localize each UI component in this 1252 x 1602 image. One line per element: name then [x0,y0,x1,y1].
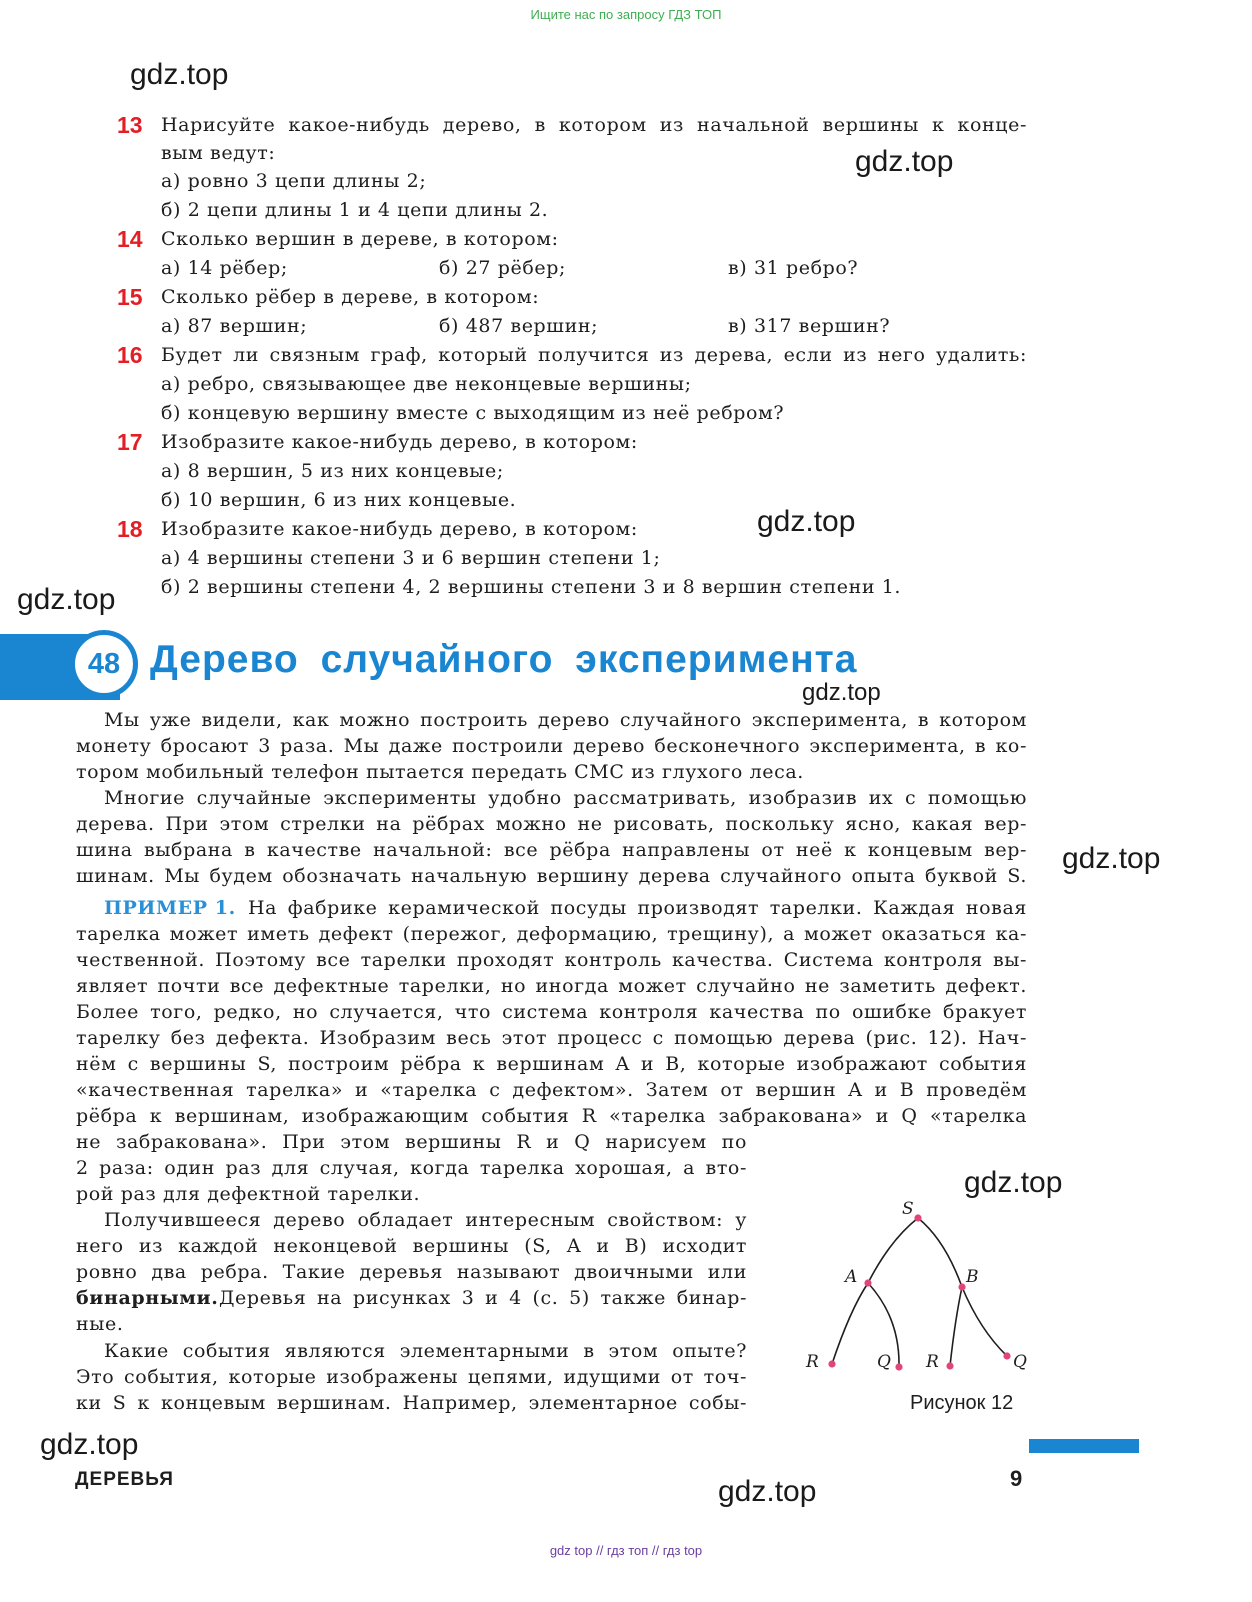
body-line: не забракована». При этом вершины R и Q нарисуем по [76,1131,747,1153]
tree-diagram [790,1190,1050,1390]
label-q2: Q [1013,1352,1027,1372]
watermark: gdz.top [17,583,116,616]
exercise-text: вым ведут: [161,142,276,164]
edge-a-r [832,1283,868,1364]
example-label: ПРИМЕР 1. [104,897,236,919]
exercise-item: а) ровно 3 цепи длины 2; [161,170,427,192]
exercise-item: б) 487 вершин; [439,315,599,337]
watermark: gdz.top [130,58,229,91]
body-line: Какие события являются элементарными в этом опыте? [104,1340,747,1362]
section-number: 48 [70,630,138,698]
watermark: gdz.top [1062,842,1161,875]
exercise-item: а) 87 вершин; [161,315,308,337]
watermark: gdz.top [40,1428,139,1461]
body-line: Это события, которые изображены цепями, идущими от точ- [76,1366,747,1388]
body-line: «качественная тарелка» и «тарелка с дефектом». Затем от вершин A и B проведём [76,1079,1027,1101]
body-line: тарелку без дефекта. Изобразим весь этот процесс с помощью дерева (рис. 12). Нач- [76,1027,1027,1049]
label-q1: Q [877,1352,891,1372]
body-line: Более того, редко, но случается, что система контроля качества по ошибке бракует [76,1001,1027,1023]
exercise-item: а) 4 вершины степени 3 и 6 вершин степени 1; [161,547,661,569]
body-line: Мы уже видели, как можно построить дерево случайного эксперимента, в котором [104,709,1027,731]
top-search-banner: Ищите нас по запросу ГДЗ ТОП [530,7,722,22]
exercise-item: б) концевую вершину вместе с выходящим из неё ребром? [161,402,785,424]
body-line: дерева. При этом стрелки на рёбрах можно не рисовать, поскольку ясно, какая вер- [76,813,1027,835]
body-line: него из каждой неконцевой вершины (S, A и B) исходит [76,1235,747,1257]
body-line: 2 раза: один раз для случая, когда тарелка хорошая, а вто- [76,1157,747,1179]
exercise-text: Изобразите какое-нибудь дерево, в котором: [161,431,638,453]
label-r1: R [806,1352,819,1372]
body-line: нём с вершины S, построим рёбра к вершинам A и B, которые изображают события [76,1053,1027,1075]
watermark: gdz.top [718,1475,817,1508]
exercise-item: а) 14 рёбер; [161,257,288,279]
vertex-s [914,1214,921,1221]
body-line: тором мобильный телефон пытается передать СМС из глухого леса. [76,761,804,783]
exercise-item: в) 317 вершин? [728,315,891,337]
body-line: монету бросают 3 раза. Мы даже построили дерево бесконечного эксперимента, в ко- [76,735,1027,757]
label-s: S [902,1199,914,1219]
vertex-q1 [895,1363,902,1370]
body-line: ные. [76,1313,124,1335]
exercise-item: а) ребро, связывающее две неконцевые вершины; [161,373,692,395]
exercise-item: б) 27 рёбер; [439,257,566,279]
bottom-banner: gdz top // гдз топ // гдз top [549,1543,703,1558]
exercise-item: б) 2 цепи длины 1 и 4 цепи длины 2. [161,199,549,221]
footer-bar [1029,1439,1139,1453]
body-line: чественной. Поэтому все тарелки проходят контроль качества. Система контроля вы- [76,949,1027,971]
body-line: являет почти все дефектные тарелки, но иногда может случайно не заметить дефект. [76,975,1027,997]
vertex-a [864,1279,871,1286]
edge-b-q [962,1287,1007,1356]
label-b: B [966,1267,979,1287]
exercise-text: Сколько рёбер в дереве, в котором: [161,286,540,308]
exercise-item: б) 2 вершины степени 4, 2 вершины степени 3 и 8 вершин степени 1. [161,576,902,598]
exercise-text: Нарисуйте какое-нибудь дерево, в котором из начальной вершины к конце- [161,114,1027,136]
figure-caption: Рисунок 12 [910,1392,1014,1414]
body-line: Получившееся дерево обладает интересным свойством: у [104,1209,747,1231]
exercise-item: а) 8 вершин, 5 из них концевые; [161,460,504,482]
body-line: На фабрике керамической посуды производят тарелки. Каждая новая [248,897,1027,919]
exercise-number: 15 [117,284,143,310]
watermark: gdz.top [855,145,954,178]
body-line: шина выбрана в качестве начальной: все рёбра направлены от неё к концевым вер- [76,839,1027,861]
body-line: ровно два ребра. Такие деревья называют двоичными или [76,1261,747,1283]
edge-b-r [950,1287,962,1366]
exercise-number: 13 [117,112,143,138]
exercise-text: Сколько вершин в дереве, в котором: [161,228,559,250]
vertex-r1 [828,1360,835,1367]
label-a: A [845,1267,858,1287]
watermark: gdz.top [802,679,881,706]
body-line: тарелка может иметь дефект (пережог, деформацию, трещину), а может оказаться ка- [76,923,1027,945]
vertex-q2 [1003,1352,1010,1359]
footer-chapter-title: ДЕРЕВЬЯ [75,1469,174,1490]
exercise-text: Будет ли связным граф, который получится из дерева, если из него удалить: [161,344,1027,366]
body-line: рой раз для дефектной тарелки. [76,1183,421,1205]
page-number: 9 [1010,1466,1023,1491]
vertex-b [958,1283,965,1290]
body-line: Деревья на рисунках 3 и 4 (с. 5) также бинар- [219,1287,747,1309]
vertex-r2 [946,1362,953,1369]
section-title: Дерево случайного эксперимента [150,638,858,681]
exercise-number: 16 [117,342,143,368]
edge-s-a [868,1218,918,1283]
body-line: рёбра к вершинам, изображающим события R «тарелка забракована» и Q «тарелка [76,1105,1027,1127]
body-line: ки S к концевым вершинам. Например, элементарное собы- [76,1392,747,1414]
exercise-item: в) 31 ребро? [728,257,859,279]
exercise-number: 18 [117,516,143,542]
edge-s-b [918,1218,962,1287]
exercise-text: Изобразите какое-нибудь дерево, в котором: [161,518,638,540]
watermark: gdz.top [964,1166,1063,1199]
exercise-number: 17 [117,429,143,455]
body-line: Многие случайные эксперименты удобно рассматривать, изобразив их с помощью [104,787,1027,809]
exercise-number: 14 [117,226,143,252]
body-line: шинам. Мы будем обозначать начальную вершину дерева случайного опыта буквой S. [76,865,1027,887]
watermark: gdz.top [757,505,856,538]
bold-term: бинарными. [76,1287,219,1309]
exercise-item: б) 10 вершин, 6 из них концевые. [161,489,517,511]
label-r2: R [926,1352,939,1372]
